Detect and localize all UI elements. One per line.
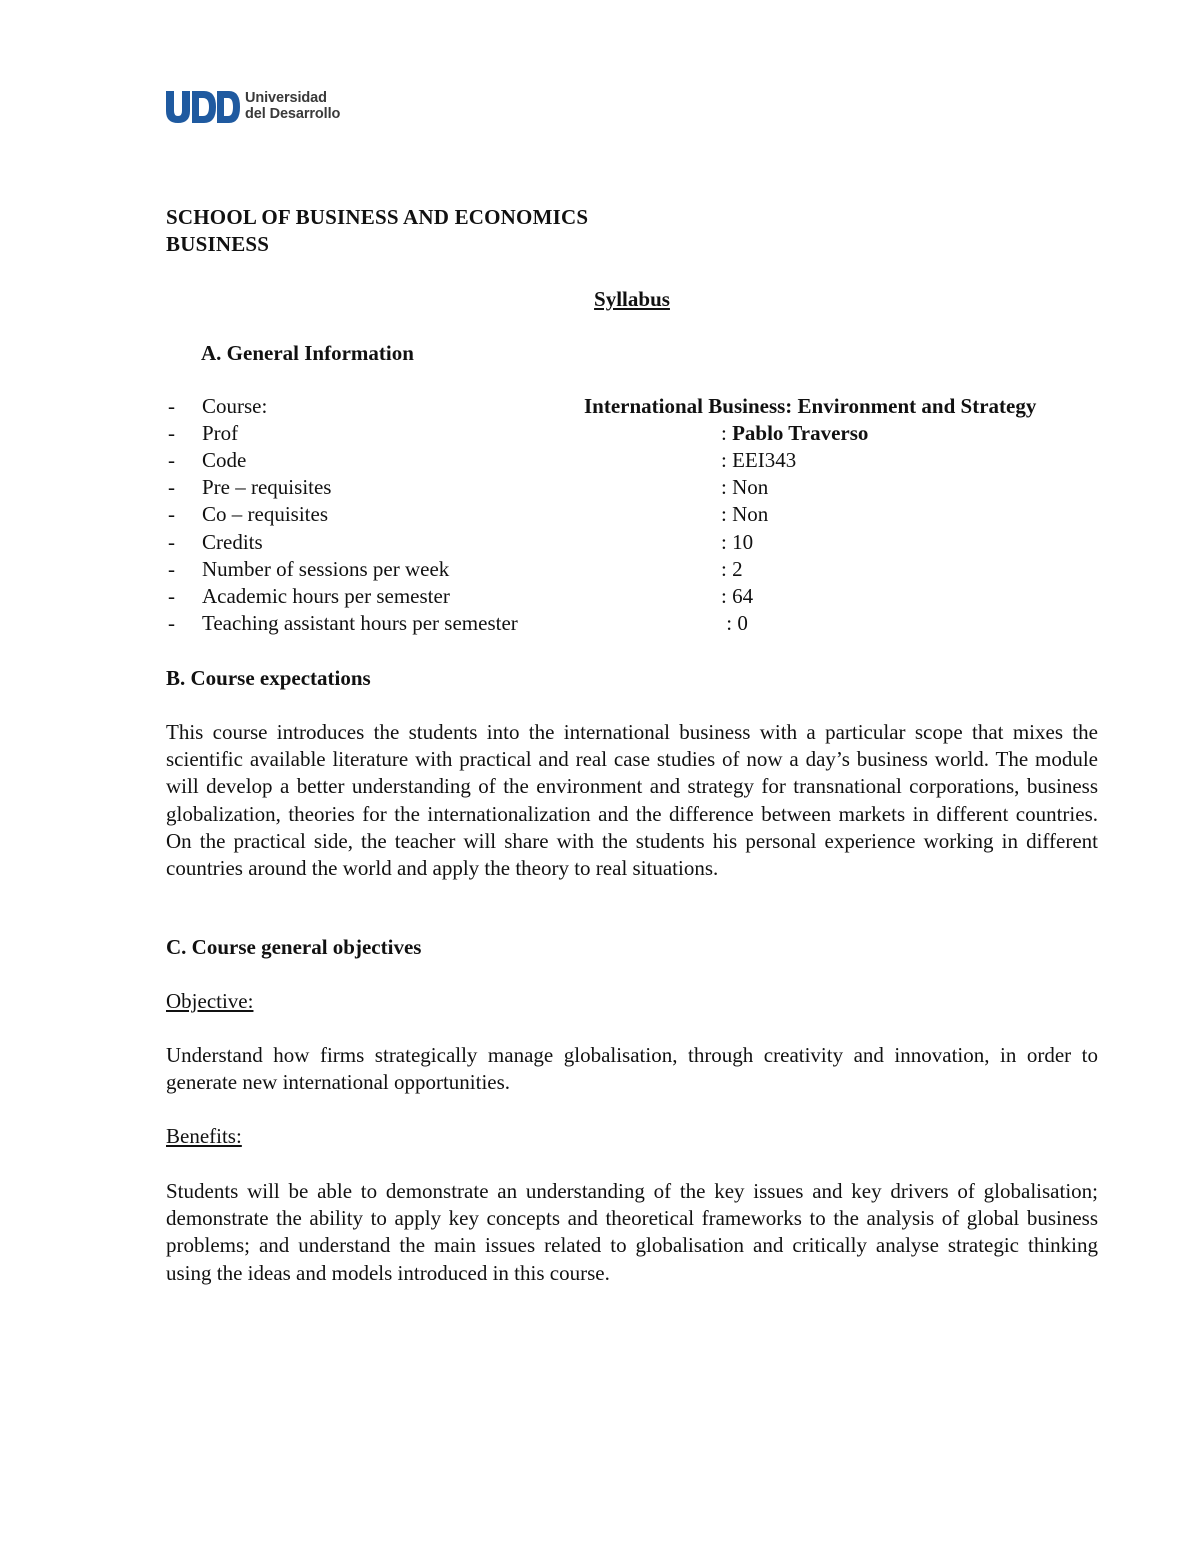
list-dash: - <box>168 475 175 499</box>
info-label: Code <box>202 448 247 472</box>
department-heading: BUSINESS <box>166 232 270 256</box>
logo-wordmark <box>245 90 340 122</box>
list-dash: - <box>168 584 175 608</box>
info-value: : 0 <box>721 611 748 635</box>
list-dash: - <box>168 611 175 635</box>
info-value: : EEI343 <box>721 448 797 472</box>
objective-subheading: Objective: <box>166 989 254 1013</box>
professor-name: Pablo Traverso <box>732 421 869 445</box>
info-label: Academic hours per semester <box>202 584 450 608</box>
info-row-credits <box>166 530 1106 557</box>
info-value: International Business: Environment and Strategy <box>584 394 1037 418</box>
udd-logo-mark <box>166 88 240 124</box>
info-row-ta-hours <box>166 611 1106 638</box>
section-b-heading: B. Course expectations <box>166 666 371 690</box>
info-value <box>721 421 868 446</box>
objective-text: Understand how firms strategically manage globalisation, through creativity and innovation, in order to generate new international opportunities. <box>166 1043 1098 1095</box>
info-label: Pre – requisites <box>202 475 332 499</box>
list-dash: - <box>168 557 175 581</box>
benefits-text: Students will be able to demonstrate an understanding of the key issues and key drivers of globalisation; demonstrate the ability to apply key concepts and theoretical frameworks to the analysis of global business problems; and understand the main issues related to globalisation and critically analyse strategic thinking using the ideas and models introduced in this course. <box>166 1179 1098 1285</box>
university-logo <box>166 86 340 126</box>
logo-line-1: Universidad <box>245 90 327 106</box>
list-dash: - <box>168 530 175 554</box>
info-label: Prof <box>202 421 239 445</box>
info-colon: : <box>721 421 733 445</box>
info-label: Number of sessions per week <box>202 557 450 581</box>
info-row-academic-hours <box>166 584 1106 611</box>
info-row-corequisites <box>166 502 1106 529</box>
list-dash: - <box>168 394 175 418</box>
info-row-sessions <box>166 557 1106 584</box>
benefits-subheading: Benefits: <box>166 1124 242 1148</box>
school-heading: SCHOOL OF BUSINESS AND ECONOMICS <box>166 205 589 229</box>
info-value: : 10 <box>721 530 754 554</box>
info-value: : 64 <box>721 584 754 608</box>
info-value: : Non <box>721 475 769 499</box>
info-label: Credits <box>202 530 263 554</box>
logo-line-2: del Desarrollo <box>245 106 341 122</box>
info-label: Co – requisites <box>202 502 328 526</box>
info-row-prof <box>166 421 1106 448</box>
section-c-heading: C. Course general objectives <box>166 935 422 959</box>
info-value: : Non <box>721 502 769 526</box>
info-row-prerequisites <box>166 475 1106 502</box>
info-value: : 2 <box>721 557 743 581</box>
list-dash: - <box>168 502 175 526</box>
list-dash: - <box>168 448 175 472</box>
page-title: Syllabus <box>594 287 670 311</box>
list-dash: - <box>168 421 175 445</box>
course-expectations-text: This course introduces the students into the international business with a particular scope that mixes the scientific available literature with practical and real case studies of now a day’s business world. The module will develop a better understanding of the environment and strategy for transnational corporations, business globalization, theories for the internationalization and the difference between markets in different countries. On the practical side, the teacher will share with the students his personal experience working in different countries around the world and apply the theory to real situations. <box>166 720 1098 881</box>
info-row-code <box>166 448 1106 475</box>
info-label: Course: <box>202 394 268 418</box>
info-label: Teaching assistant hours per semester <box>202 611 518 635</box>
info-row-course <box>166 394 1106 421</box>
section-a-heading: A. General Information <box>201 341 414 365</box>
